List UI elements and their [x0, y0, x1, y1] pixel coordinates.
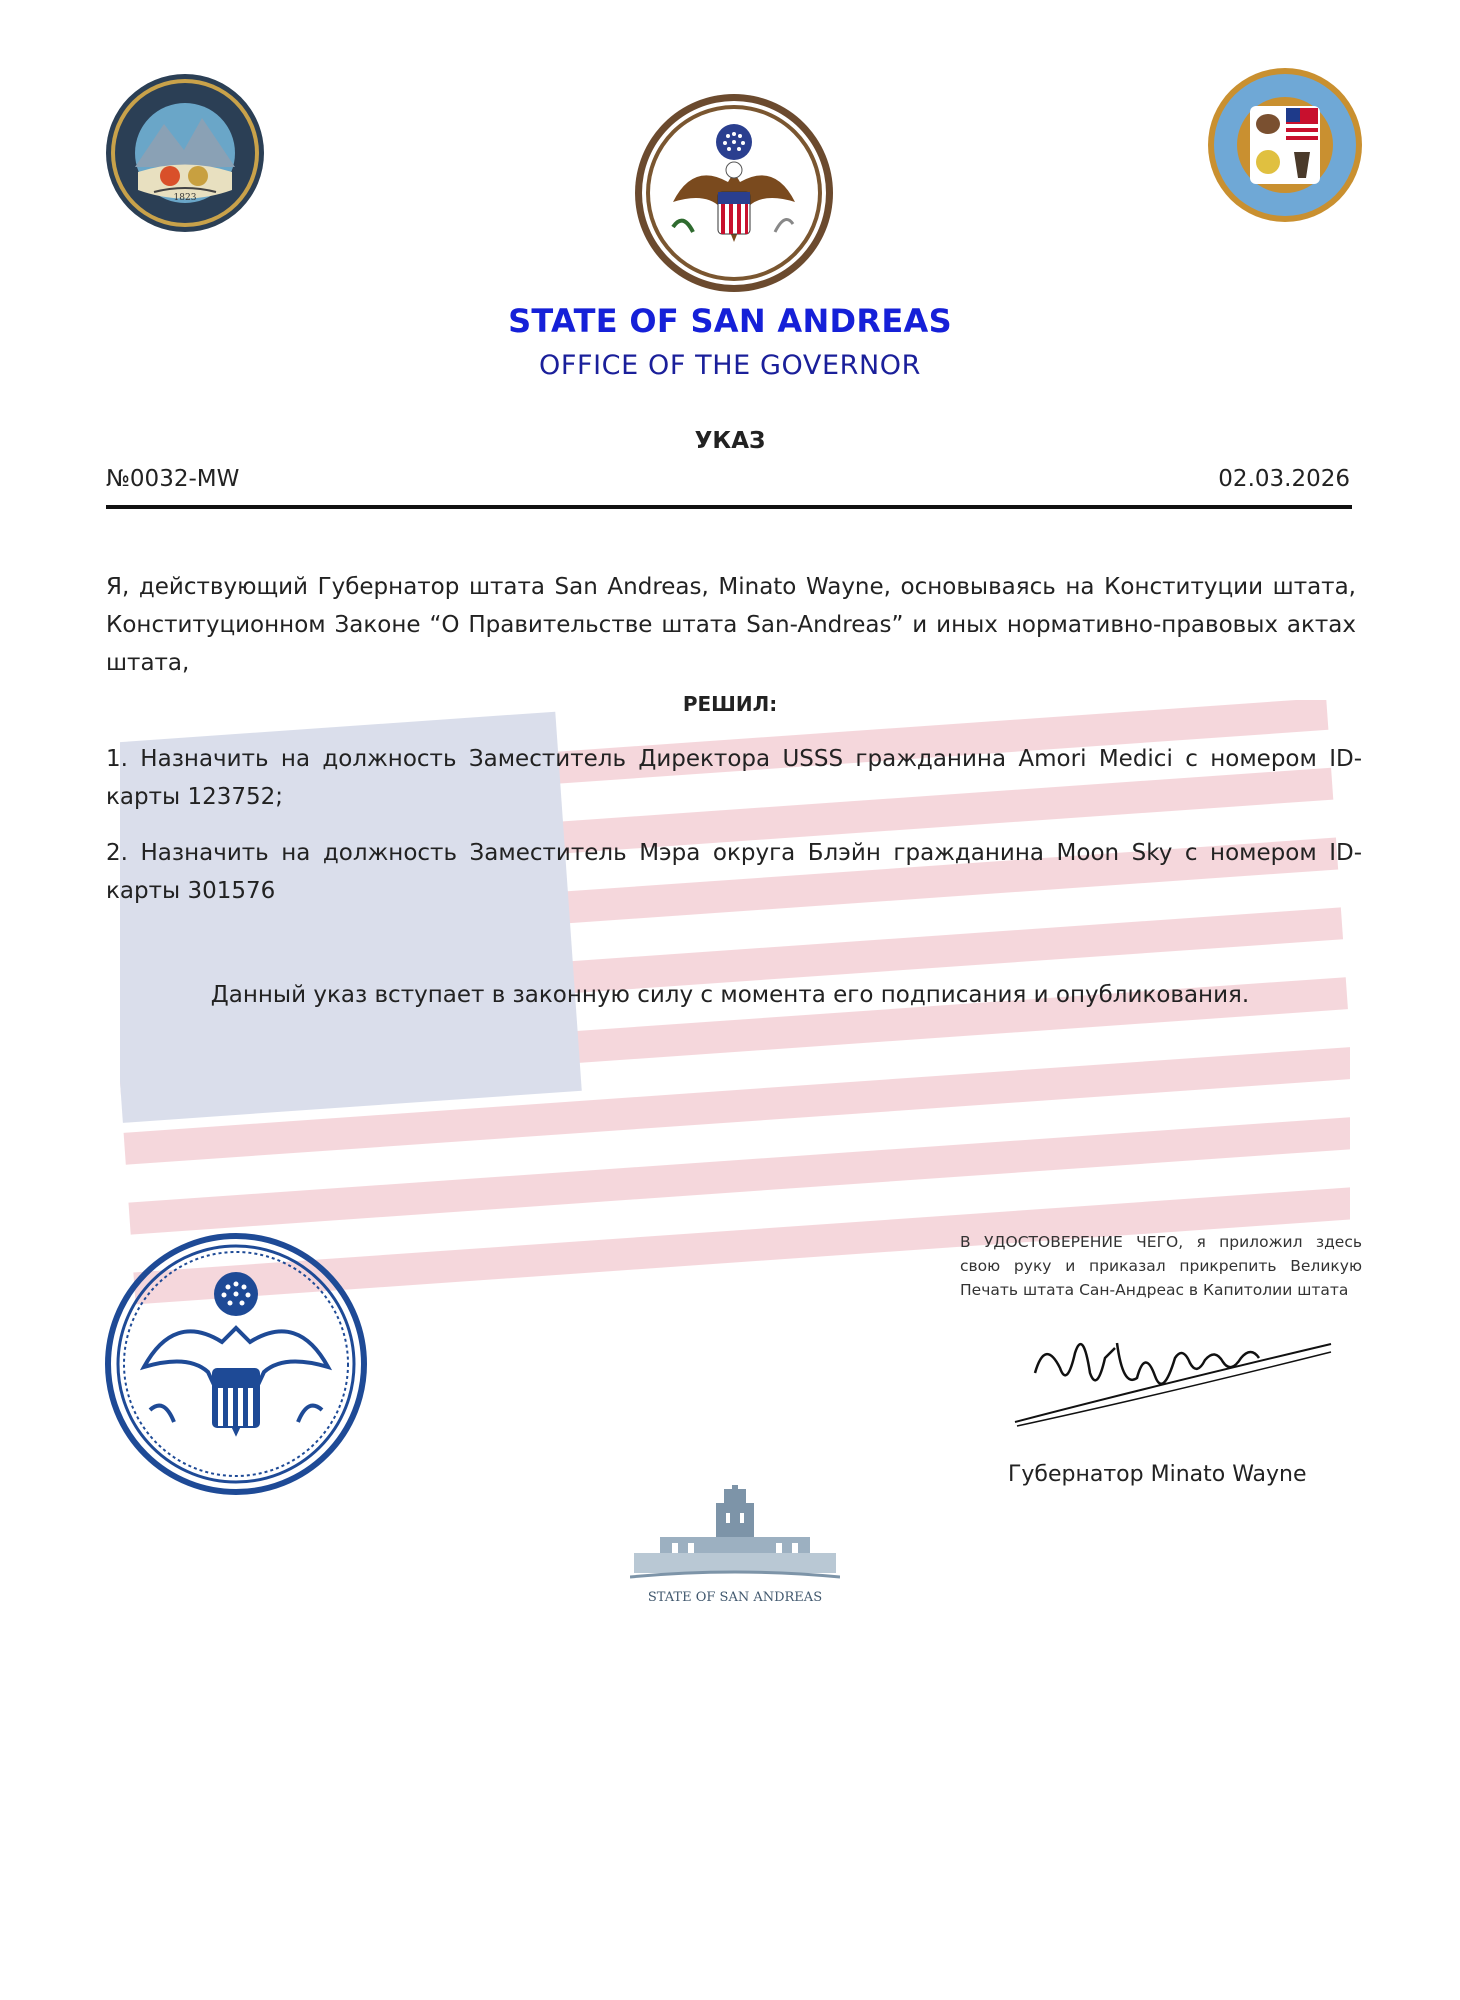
decree-number: №0032-MW: [106, 466, 240, 492]
signer-name: Губернатор Minato Wayne: [1008, 1462, 1307, 1487]
decree-item: 2. Назначить на должность Заместитель Мэра округа Блэйн гражданина Moon Sky с номером ID-карты 301576: [106, 840, 1362, 904]
blaine-county-year: 1823: [173, 193, 197, 203]
closing-text: Данный указ вступает в законную силу с момента его подписания и опубликования.: [210, 982, 1250, 1008]
los-santos-seal: [1206, 66, 1364, 224]
office-title: OFFICE OF THE GOVERNOR: [539, 350, 921, 381]
decree-title: УКАЗ: [694, 428, 766, 454]
decree-date: 02.03.2026: [1218, 466, 1350, 492]
capitol-logo: [630, 1485, 840, 1607]
resolved-label: РЕШИЛ:: [682, 692, 778, 716]
header-divider: [106, 505, 1352, 509]
blaine-county-seal: [104, 72, 266, 234]
preamble-text: Я, действующий Губернатор штата San Andreas, Minato Wayne, основываясь на Конституции штата, Конституционном Законе “О Правительстве штата San-Andreas” и иных нормативно-правовых актах штата,: [106, 574, 1356, 676]
capitol-caption: STATE OF SAN ANDREAS: [647, 1590, 823, 1605]
governor-signature: [1005, 1318, 1335, 1438]
attestation-text: В УДОСТОВЕРЕНИЕ ЧЕГО, я приложил здесь свою руку и приказал прикрепить Великую Печать штата Сан-Андреас в Капитолии штата: [960, 1233, 1362, 1299]
state-title: STATE OF SAN ANDREAS: [508, 302, 952, 340]
great-seal: [633, 92, 835, 294]
blue-great-seal-stamp: [104, 1232, 368, 1496]
decree-item: 1. Назначить на должность Заместитель Директора USSS гражданина Amori Medici с номером ID-карты 123752;: [106, 746, 1362, 810]
